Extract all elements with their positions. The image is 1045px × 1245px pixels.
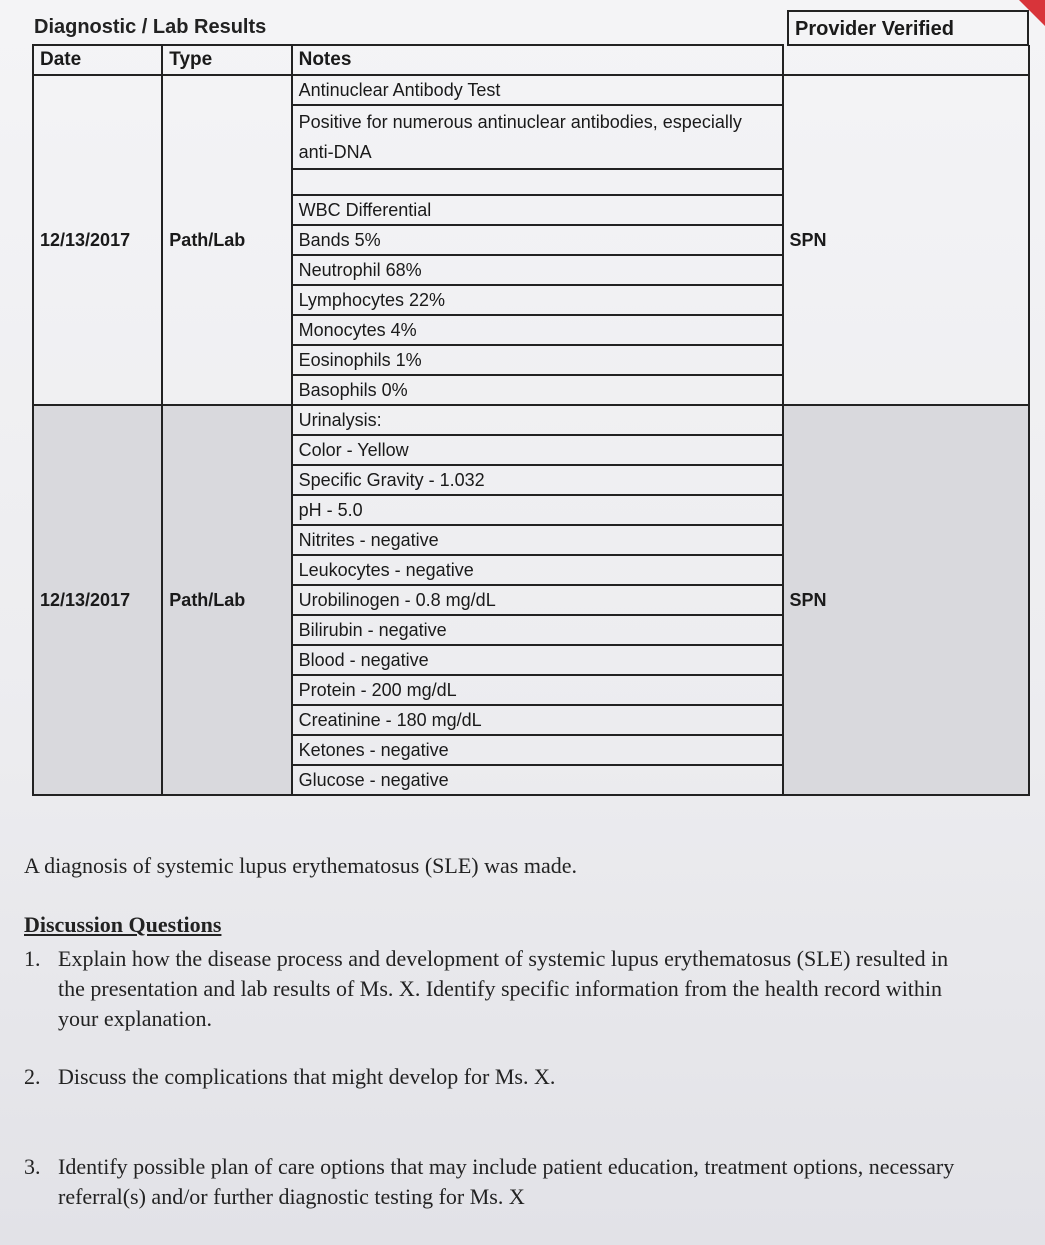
question-number: 3. xyxy=(24,1154,41,1179)
note-cell: Leukocytes - negative xyxy=(292,555,783,585)
question-number: 1. xyxy=(24,946,41,971)
type-header: Type xyxy=(162,45,291,75)
note-cell: Bands 5% xyxy=(292,225,783,255)
note-cell: Color - Yellow xyxy=(292,435,783,465)
note-cell: WBC Differential xyxy=(292,195,783,225)
note-cell: Blood - negative xyxy=(292,645,783,675)
question-text: Explain how the disease process and development of systemic lupus erythematosus (SLE) resulted in the presentation and lab results of Ms. X. Identify specific information from the health record within your explanation. xyxy=(58,946,949,1031)
group1-date: 12/13/2017 xyxy=(33,75,162,405)
question-number: 2. xyxy=(24,1064,41,1089)
group2-type: Path/Lab xyxy=(162,405,291,795)
diagnosis-statement: A diagnosis of systemic lupus erythematosus (SLE) was made. xyxy=(24,853,577,878)
table-row xyxy=(33,405,1029,435)
note-cell: pH - 5.0 xyxy=(292,495,783,525)
section-title: Diagnostic / Lab Results xyxy=(34,16,267,38)
group2-provider: SPN xyxy=(783,405,1029,795)
table-row xyxy=(33,75,1029,105)
note-cell: Lymphocytes 22% xyxy=(292,285,783,315)
group1-type: Path/Lab xyxy=(162,75,291,405)
lab-results-table xyxy=(32,44,1030,796)
note-cell: Nitrites - negative xyxy=(292,525,783,555)
note-cell: Glucose - negative xyxy=(292,765,783,795)
group2-date: 12/13/2017 xyxy=(33,405,162,795)
note-cell: Neutrophil 68% xyxy=(292,255,783,285)
note-cell: Creatinine - 180 mg/dL xyxy=(292,705,783,735)
question-1 xyxy=(24,944,964,1034)
note-cell: Urobilinogen - 0.8 mg/dL xyxy=(292,585,783,615)
discussion-questions-title: Discussion Questions xyxy=(24,912,222,937)
note-cell: Basophils 0% xyxy=(292,375,783,405)
note-cell: Ketones - negative xyxy=(292,735,783,765)
provider-verified-header: Provider Verified xyxy=(787,10,1029,46)
date-header: Date xyxy=(33,45,162,75)
note-cell: Antinuclear Antibody Test xyxy=(292,75,783,105)
question-text: Identify possible plan of care options that may include patient education, treatment options, necessary referral(s) and/or further diagnostic testing for Ms. X xyxy=(58,1154,955,1209)
note-cell: Urinalysis: xyxy=(292,405,783,435)
provider-header-spacer xyxy=(783,45,1029,75)
question-3 xyxy=(24,1152,964,1212)
note-cell: Eosinophils 1% xyxy=(292,345,783,375)
note-cell: Positive for numerous antinuclear antibodies, especially anti-DNA xyxy=(292,105,783,169)
note-cell: Specific Gravity - 1.032 xyxy=(292,465,783,495)
table-header-row xyxy=(33,45,1029,75)
notes-header: Notes xyxy=(292,45,783,75)
group1-provider: SPN xyxy=(783,75,1029,405)
question-2 xyxy=(24,1062,964,1092)
note-cell: Monocytes 4% xyxy=(292,315,783,345)
note-cell: Protein - 200 mg/dL xyxy=(292,675,783,705)
note-cell: Bilirubin - negative xyxy=(292,615,783,645)
note-cell xyxy=(292,169,783,195)
question-text: Discuss the complications that might develop for Ms. X. xyxy=(58,1064,556,1089)
